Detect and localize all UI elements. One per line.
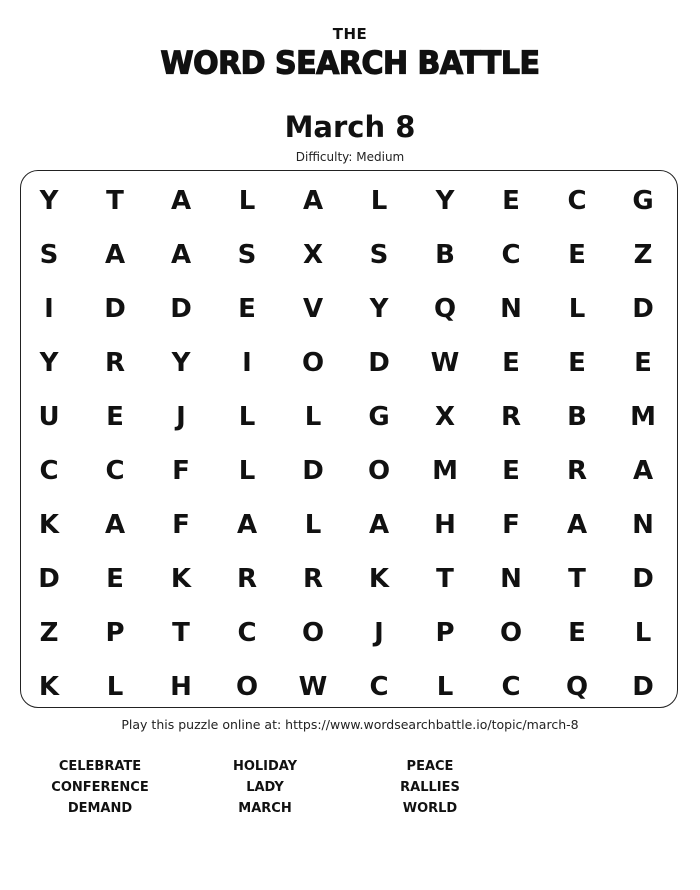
puzzle-title: March 8 — [284, 110, 416, 144]
grid-letter[interactable]: H — [434, 510, 456, 540]
online-play-link[interactable]: Play this puzzle online at: https://www.wordsearchbattle.io/topic/march-8 — [121, 717, 579, 732]
pre-title: THE — [332, 25, 368, 43]
grid-letter[interactable]: W — [430, 348, 460, 378]
grid-letter[interactable]: E — [502, 186, 520, 216]
grid-letter[interactable]: X — [302, 240, 324, 270]
grid-letter[interactable]: A — [104, 240, 126, 270]
grid-letter[interactable]: O — [235, 672, 259, 702]
grid-letter[interactable]: E — [568, 618, 586, 648]
grid-letter[interactable]: G — [368, 402, 390, 432]
word-column — [185, 756, 345, 819]
letter-grid — [16, 174, 676, 714]
grid-letter[interactable]: C — [237, 618, 257, 648]
grid-letter[interactable]: E — [502, 348, 520, 378]
grid-letter[interactable]: D — [38, 564, 60, 594]
grid-letter[interactable]: J — [374, 618, 384, 648]
grid-letter[interactable]: D — [632, 294, 654, 324]
grid-letter[interactable]: Z — [39, 618, 59, 648]
word-item: WORLD — [402, 801, 458, 816]
grid-letter[interactable]: A — [632, 456, 654, 486]
grid-letter[interactable]: L — [304, 510, 322, 540]
grid-letter[interactable]: U — [38, 402, 60, 432]
grid-letter[interactable]: C — [567, 186, 587, 216]
grid-letter[interactable]: V — [302, 294, 324, 324]
grid-letter[interactable]: M — [432, 456, 458, 486]
grid-letter[interactable]: M — [630, 402, 656, 432]
grid-letter[interactable]: S — [39, 240, 59, 270]
grid-letter[interactable]: E — [106, 402, 124, 432]
grid-letter[interactable]: Y — [369, 294, 389, 324]
grid-letter[interactable]: G — [632, 186, 654, 216]
grid-letter[interactable]: S — [369, 240, 389, 270]
grid-letter[interactable]: Y — [39, 186, 59, 216]
grid-letter[interactable]: F — [502, 510, 520, 540]
word-item: LADY — [246, 780, 284, 795]
grid-letter[interactable]: J — [176, 402, 186, 432]
grid-letter[interactable]: A — [236, 510, 258, 540]
grid-letter[interactable]: R — [302, 564, 324, 594]
grid-letter[interactable]: E — [568, 348, 586, 378]
grid-letter[interactable]: R — [566, 456, 588, 486]
grid-letter[interactable]: C — [105, 456, 125, 486]
grid-letter[interactable]: L — [436, 672, 454, 702]
grid-letter[interactable]: T — [172, 618, 190, 648]
grid-letter[interactable]: E — [634, 348, 652, 378]
grid-letter[interactable]: D — [170, 294, 192, 324]
word-item: HOLIDAY — [232, 759, 298, 774]
grid-letter[interactable]: N — [500, 564, 522, 594]
grid-letter[interactable]: T — [106, 186, 124, 216]
grid-letter[interactable]: Y — [39, 348, 59, 378]
grid-letter[interactable]: K — [170, 564, 192, 594]
grid-letter[interactable]: P — [435, 618, 455, 648]
grid-letter[interactable]: A — [302, 186, 324, 216]
grid-letter[interactable]: N — [632, 510, 654, 540]
grid-letter[interactable]: T — [568, 564, 586, 594]
grid-letter[interactable]: F — [172, 456, 190, 486]
grid-letter[interactable]: R — [236, 564, 258, 594]
grid-letter[interactable]: O — [367, 456, 391, 486]
grid-letter[interactable]: I — [44, 294, 54, 324]
grid-letter[interactable]: D — [632, 564, 654, 594]
grid-letter[interactable]: T — [436, 564, 454, 594]
grid-letter[interactable]: N — [500, 294, 522, 324]
grid-letter[interactable]: L — [304, 402, 322, 432]
grid-letter[interactable]: D — [104, 294, 126, 324]
grid-letter[interactable]: E — [106, 564, 124, 594]
grid-letter[interactable]: E — [568, 240, 586, 270]
grid-letter[interactable]: A — [170, 240, 192, 270]
word-item: DEMAND — [67, 801, 133, 816]
grid-letter[interactable]: B — [435, 240, 455, 270]
grid-letter[interactable]: Y — [171, 348, 191, 378]
grid-letter[interactable]: F — [172, 510, 190, 540]
grid-letter[interactable]: L — [370, 186, 388, 216]
difficulty-label: Difficulty: Medium — [295, 150, 405, 164]
word-item: CONFERENCE — [51, 780, 149, 795]
grid-letter[interactable]: H — [170, 672, 192, 702]
word-item: PEACE — [406, 759, 454, 774]
grid-letter[interactable]: A — [170, 186, 192, 216]
grid-letter[interactable]: L — [238, 402, 256, 432]
grid-letter[interactable]: C — [501, 240, 521, 270]
grid-letter[interactable]: A — [104, 510, 126, 540]
grid-letter[interactable]: L — [238, 456, 256, 486]
grid-letter[interactable]: P — [105, 618, 125, 648]
grid-letter[interactable]: R — [500, 402, 522, 432]
brand-logo: WORD SEARCH BATTLE — [160, 45, 540, 82]
grid-letter[interactable]: D — [302, 456, 324, 486]
word-list — [0, 756, 700, 826]
word-item: RALLIES — [400, 780, 460, 795]
grid-letter[interactable]: A — [368, 510, 390, 540]
word-item: CELEBRATE — [58, 759, 142, 774]
word-column — [20, 756, 180, 819]
grid-letter[interactable]: O — [301, 618, 325, 648]
grid-letter[interactable]: O — [301, 348, 325, 378]
grid-letter[interactable]: E — [502, 456, 520, 486]
grid-letter[interactable]: I — [242, 348, 252, 378]
grid-letter[interactable]: K — [368, 564, 390, 594]
grid-letter[interactable]: X — [434, 402, 456, 432]
grid-letter[interactable]: C — [501, 672, 521, 702]
grid-letter[interactable]: Q — [565, 672, 589, 702]
grid-letter[interactable]: S — [237, 240, 257, 270]
grid-letter[interactable]: D — [632, 672, 654, 702]
grid-letter[interactable]: D — [368, 348, 390, 378]
grid-letter[interactable]: K — [38, 510, 60, 540]
grid-letter[interactable]: Q — [433, 294, 457, 324]
grid-letter[interactable]: A — [566, 510, 588, 540]
grid-letter[interactable]: W — [298, 672, 328, 702]
grid-letter[interactable]: C — [39, 456, 59, 486]
grid-letter[interactable]: L — [106, 672, 124, 702]
grid-letter[interactable]: L — [568, 294, 586, 324]
word-item: MARCH — [238, 801, 292, 816]
grid-letter[interactable]: O — [499, 618, 523, 648]
grid-letter[interactable]: R — [104, 348, 126, 378]
grid-letter[interactable]: E — [238, 294, 256, 324]
grid-letter[interactable]: B — [567, 402, 587, 432]
grid-letter[interactable]: L — [238, 186, 256, 216]
grid-letter[interactable]: Z — [633, 240, 653, 270]
grid-letter[interactable]: K — [38, 672, 60, 702]
grid-letter[interactable]: Y — [435, 186, 455, 216]
grid-letter[interactable]: C — [369, 672, 389, 702]
word-column — [350, 756, 510, 819]
grid-letter[interactable]: L — [634, 618, 652, 648]
